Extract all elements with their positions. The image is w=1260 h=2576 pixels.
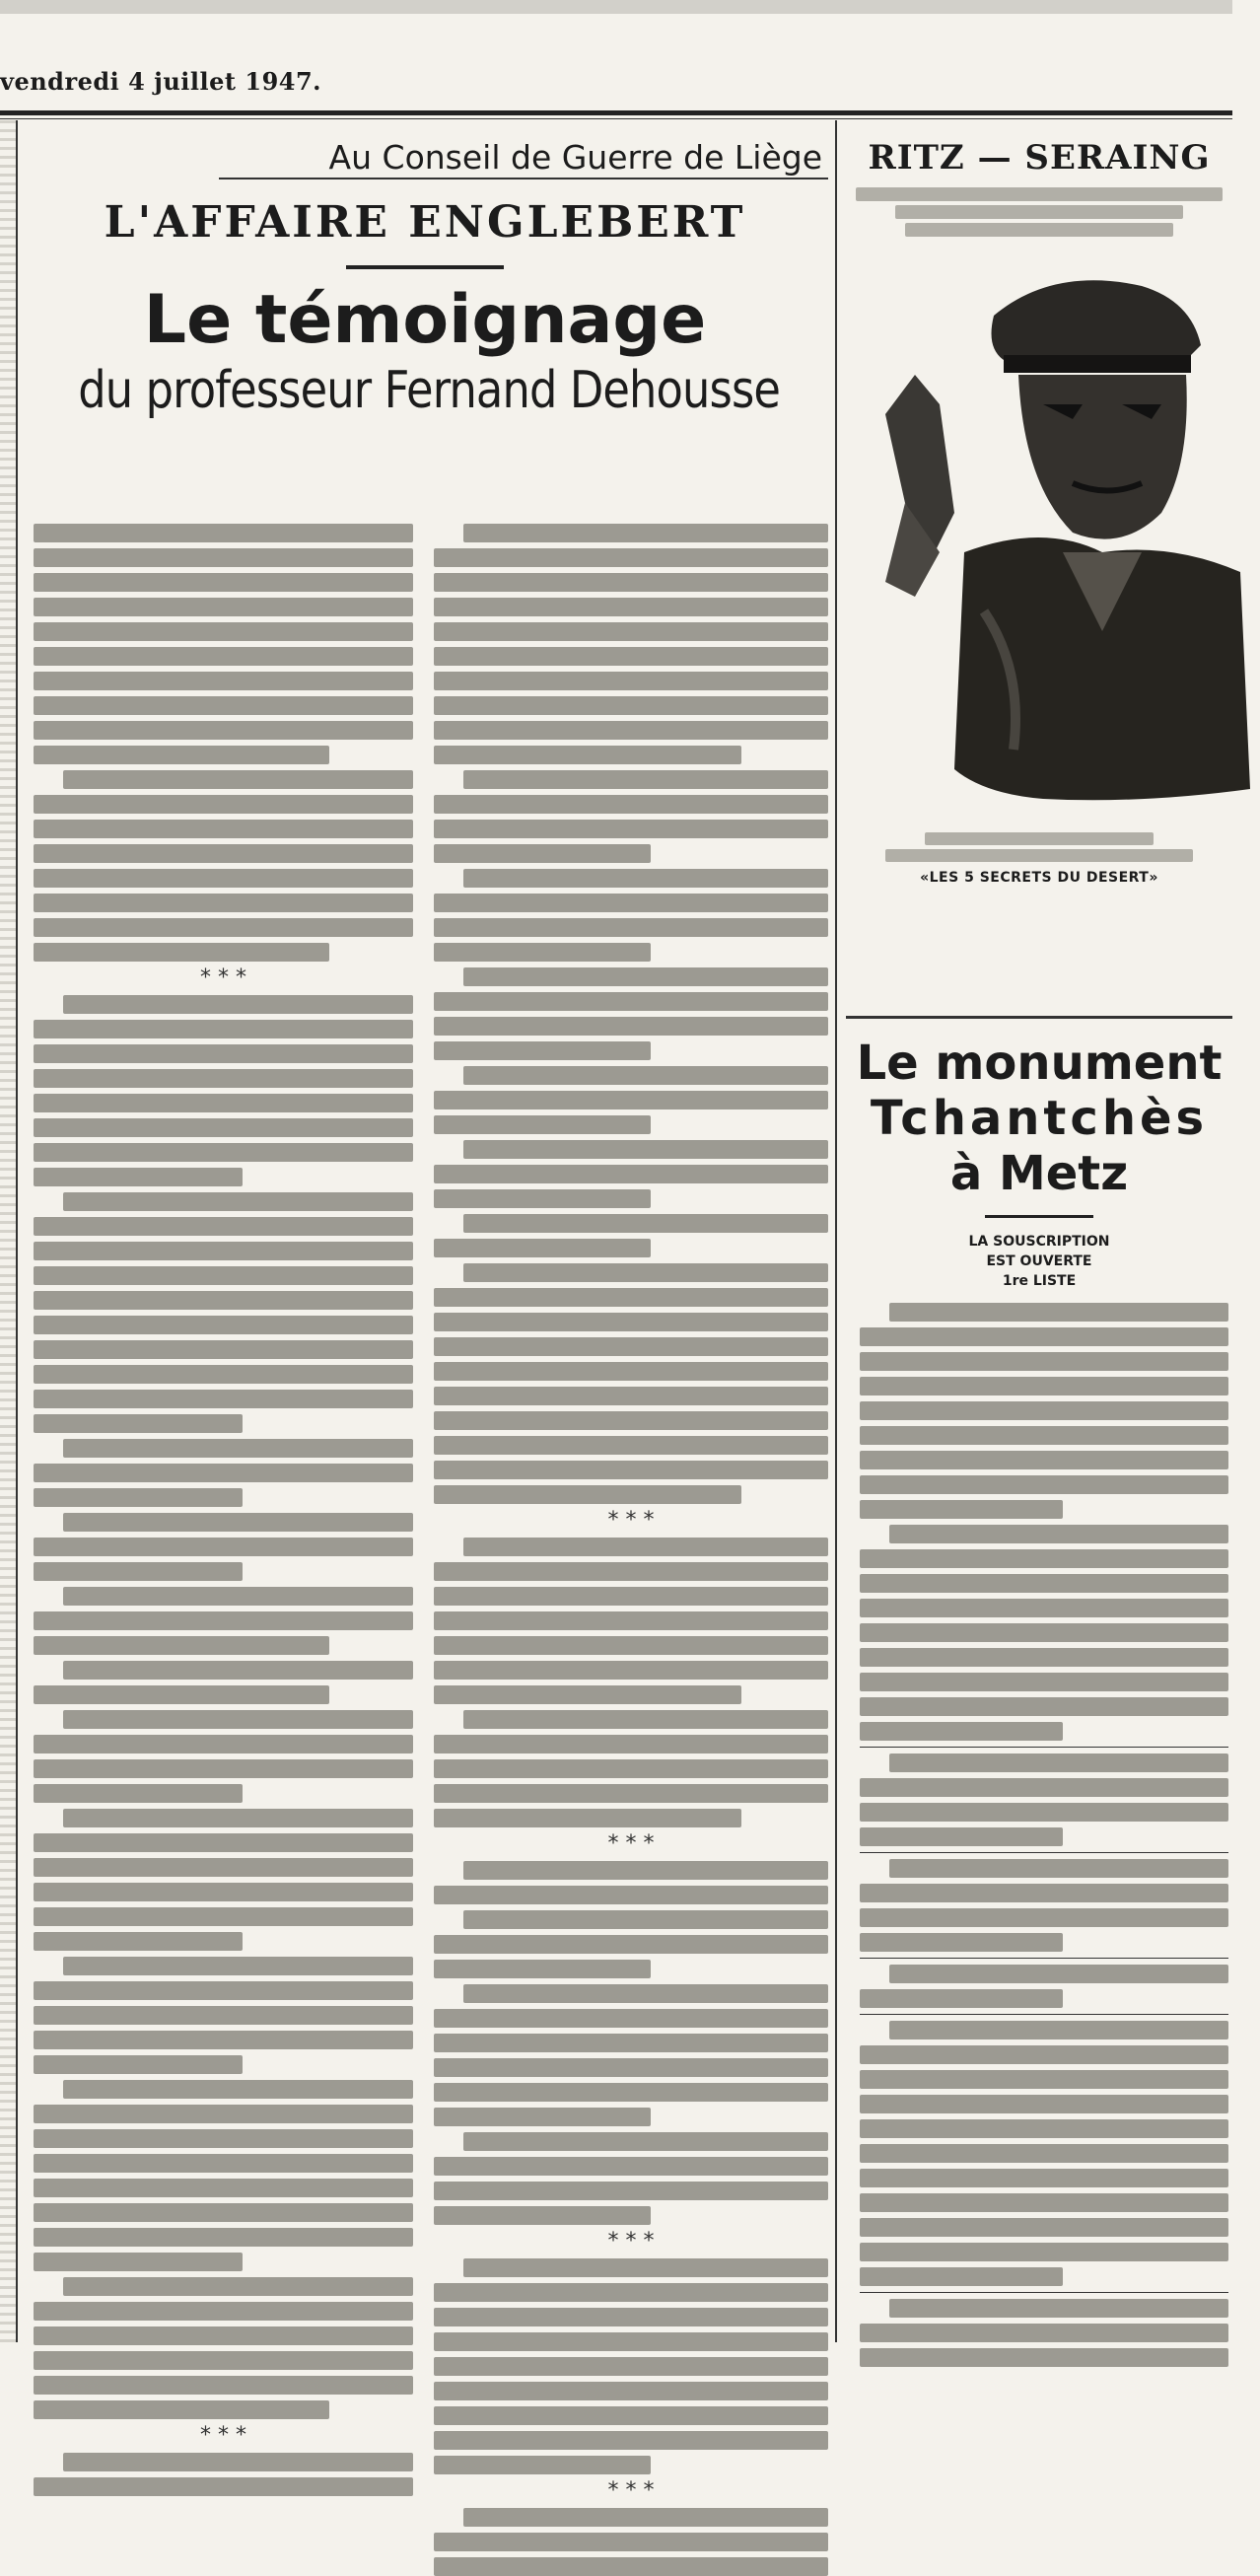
section-separator: * * * bbox=[200, 966, 246, 990]
monument-title-1: Le monument bbox=[856, 1036, 1223, 1091]
monument-title-3: à Metz bbox=[949, 1146, 1129, 1201]
section-separator: * * * bbox=[607, 1508, 655, 1533]
article-text-column-1 bbox=[34, 518, 413, 2448]
monument-sub-3: 1re LISTE bbox=[1002, 1273, 1077, 1289]
section-divider bbox=[846, 1016, 1232, 1019]
section-separator: * * * bbox=[607, 2229, 655, 2254]
film-title-caption: «LES 5 SECRETS DU DESERT» bbox=[920, 870, 1158, 886]
monument-title-2: Tchantchès bbox=[870, 1091, 1209, 1146]
headline-main: Le témoignage bbox=[143, 281, 707, 359]
section-separator: * * * bbox=[607, 2478, 655, 2503]
monument-sub-1: LA SOUSCRIPTION bbox=[968, 1234, 1110, 1250]
monument-article bbox=[846, 1036, 1232, 2342]
scan-edge bbox=[0, 0, 1232, 14]
top-rule-thin bbox=[0, 118, 1232, 119]
article-kicker: Au Conseil de Guerre de Liège bbox=[219, 138, 828, 179]
monument-rule bbox=[985, 1215, 1093, 1218]
top-rule bbox=[0, 110, 1232, 115]
article-header bbox=[22, 138, 828, 533]
dateline: vendredi 4 juillet 1947. bbox=[0, 67, 322, 96]
title-rule bbox=[346, 265, 504, 269]
left-margin-column-fragment bbox=[0, 120, 16, 2342]
ad-title: RITZ — SERAING bbox=[868, 138, 1211, 178]
actor-portrait bbox=[846, 256, 1260, 819]
column-rule-left bbox=[16, 120, 18, 2342]
column-rule-right bbox=[835, 120, 837, 2342]
section-separator: * * * bbox=[607, 1831, 655, 1856]
article-text-column-2 bbox=[434, 518, 828, 2503]
headline-sub: du professeur Fernand Dehousse bbox=[78, 361, 781, 420]
monument-sub-2: EST OUVERTE bbox=[986, 1253, 1092, 1269]
cinema-ad bbox=[846, 138, 1232, 1006]
article-title: L'AFFAIRE ENGLEBERT bbox=[104, 197, 746, 248]
section-separator: * * * bbox=[200, 2423, 246, 2448]
